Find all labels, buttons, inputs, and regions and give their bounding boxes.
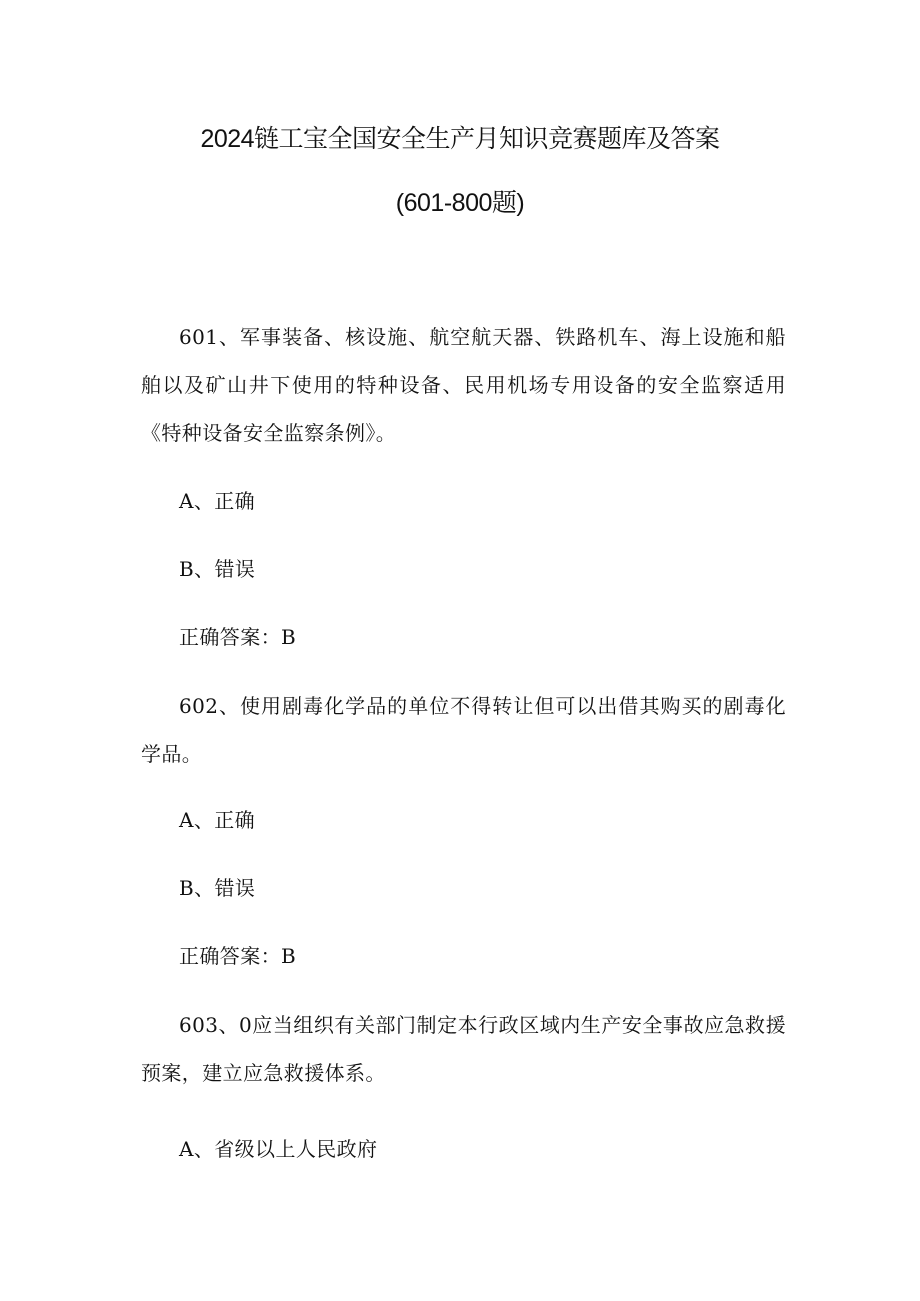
document-subtitle: (601-800题) bbox=[395, 189, 525, 217]
document-title: 2024链工宝全国安全生产月知识竞赛题库及答案 bbox=[200, 125, 720, 153]
question-601-option-a: A、正确 bbox=[179, 489, 256, 513]
question-603-text: 603、0应当组织有关部门制定本行政区域内生产安全事故应急救援预案，建立应急救援体系。 bbox=[141, 1013, 786, 1085]
question-603-option-a: A、省级以上人民政府 bbox=[179, 1137, 378, 1161]
question-602-option-a: A、正确 bbox=[179, 808, 256, 832]
question-601-text: 601、军事装备、核设施、航空航天器、铁路机车、海上设施和船舶以及矿山井下使用的特种设备、民用机场专用设备的安全监察适用《特种设备安全监察条例》。 bbox=[141, 325, 786, 445]
question-602-answer: 正确答案：B bbox=[179, 944, 297, 968]
question-602-text: 602、使用剧毒化学品的单位不得转让但可以出借其购买的剧毒化学品。 bbox=[141, 694, 786, 766]
question-601-option-b: B、错误 bbox=[179, 557, 256, 581]
question-602-option-b: B、错误 bbox=[179, 876, 256, 900]
question-601-answer: 正确答案：B bbox=[179, 625, 297, 649]
